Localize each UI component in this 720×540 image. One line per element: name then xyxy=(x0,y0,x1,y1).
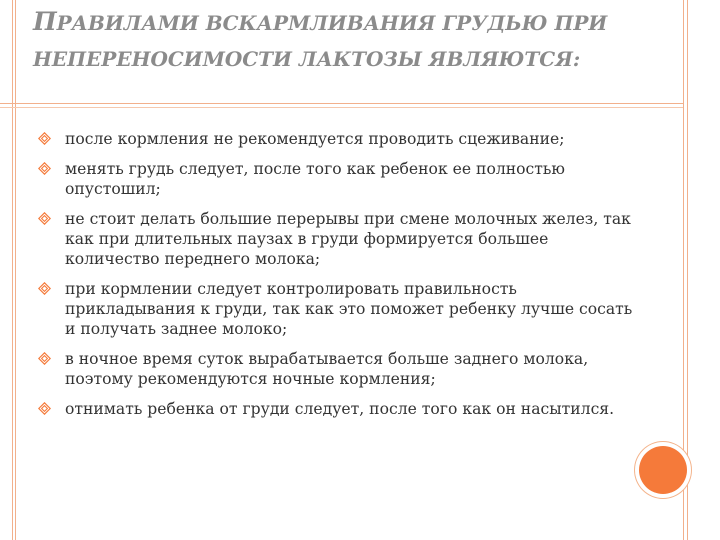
diamond-bullet-icon xyxy=(38,212,51,225)
bullet-text: отнимать ребенка от груди следует, после того как он насытился. xyxy=(65,400,615,418)
title-rest: РАВИЛАМИ ВСКАРМЛИВАНИЯ ГРУДЬЮ ПРИ НЕПЕРЕНОСИМОСТИ ЛАКТОЗЫ ЯВЛЯЮТСЯ: xyxy=(33,11,608,71)
bullet-item xyxy=(38,399,638,419)
bullet-item xyxy=(38,129,638,149)
bullet-text: не стоит делать большие перерывы при смене молочных желез, так как при длительных паузах в груди формируется большее количество переднего молока; xyxy=(65,210,631,268)
bullet-text: после кормления не рекомендуется проводить сцеживание; xyxy=(65,130,565,148)
diamond-bullet-icon xyxy=(38,402,51,415)
title-divider-lower xyxy=(0,107,683,108)
title-initial: П xyxy=(33,7,57,36)
diamond-bullet-icon xyxy=(38,162,51,175)
orange-circle-decoration xyxy=(639,446,687,494)
bullet-text: менять грудь следует, после того как ребенок ее полностью опустошил; xyxy=(65,160,565,198)
left-border-line xyxy=(12,0,13,540)
bullet-item xyxy=(38,159,638,199)
title-divider xyxy=(0,103,683,104)
diamond-bullet-icon xyxy=(38,132,51,145)
left-border-line-inner xyxy=(15,0,16,540)
bullet-item xyxy=(38,349,638,389)
bullet-list xyxy=(38,129,638,429)
slide-title xyxy=(33,4,633,77)
bullet-item xyxy=(38,279,638,339)
diamond-bullet-icon xyxy=(38,282,51,295)
bullet-text: в ночное время суток вырабатывается больше заднего молока, поэтому рекомендуются ночные кормления; xyxy=(65,350,589,388)
diamond-bullet-icon xyxy=(38,352,51,365)
bullet-item xyxy=(38,209,638,269)
right-border-line-outer xyxy=(687,0,688,540)
bullet-text: при кормлении следует контролировать правильность прикладывания к груди, так как это поможет ребенку лучше сосать и получать заднее молоко; xyxy=(65,280,633,338)
